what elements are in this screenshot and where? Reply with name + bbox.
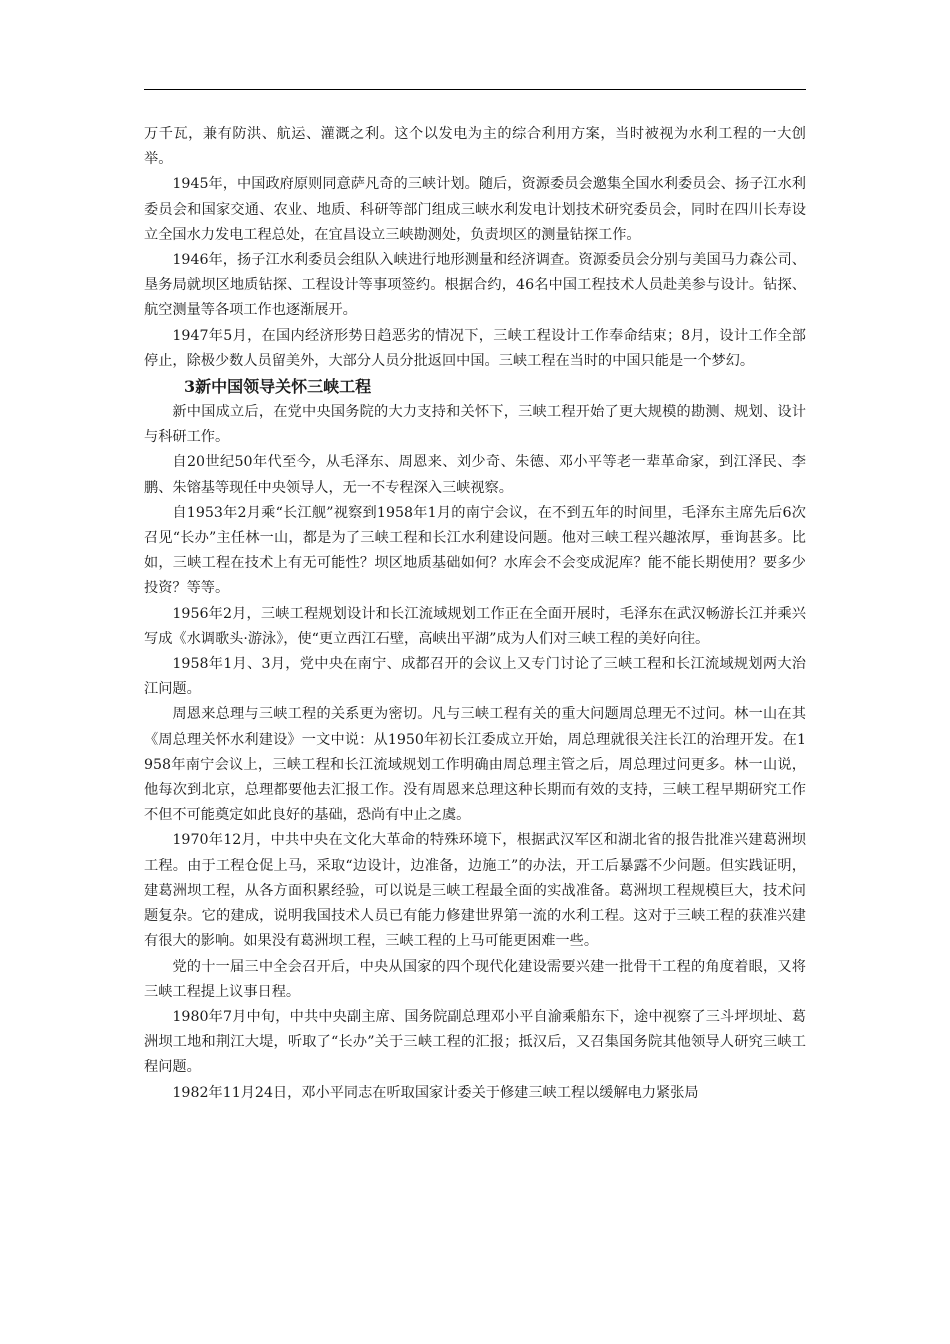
paragraph-14: 1982年11月24日，邓小平同志在听取国家计委关于修建三峡工程以缓解电力紧张局 xyxy=(172,1084,699,1101)
paragraph-7: 自1953年2月乘“长江舰”视察到1958年1月的南宁会议，在不到五年的时间里，毛泽东主席先后6次召见“长办”主任林一山，都是为了三峡工程和长江水利建设问题。他对三峡工程兴趣浓厚，垂询甚多。比如，三峡工程在技术上有无可能性？坝区地质基础如何？水库会不会变成泥库？能不能长期使用？要多少投资？等等。 xyxy=(144,504,806,597)
document-body xyxy=(144,122,806,1106)
paragraph-8: 1956年2月，三峡工程规划设计和长江流域规划工作正在全面开展时，毛泽东在武汉畅游长江并乘兴写成《水调歌头·游泳》，使“更立西江石壁，高峡出平湖”成为人们对三峡工程的美好向往。 xyxy=(144,605,806,647)
section-heading: 3新中国领导关怀三峡工程 xyxy=(184,377,372,397)
header-rule xyxy=(144,89,806,90)
paragraph-10: 周恩来总理与三峡工程的关系更为密切。凡与三峡工程有关的重大问题周总理无不过问。林一山在其《周总理关怀水利建设》一文中说：从1950年初长江委成立开始，周总理就很关注长江的治理开发。在1958年南宁会议上，三峡工程和长江流域规划工作明确由周总理主管之后，周总理过问更多。林一山说，他每次到北京，总理都要他去汇报工作。没有周恩来总理这种长期而有效的支持，三峡工程早期研究工作不但不可能奠定如此良好的基础，恐尚有中止之虞。 xyxy=(144,706,806,824)
paragraph-11: 1970年12月，中共中央在文化大革命的特殊环境下，根据武汉军区和湖北省的报告批准兴建葛洲坝工程。由于工程仓促上马，采取“边设计，边准备，边施工”的办法，开工后暴露不少问题。但实践证明，建葛洲坝工程，从各方面积累经验，可以说是三峡工程最全面的实战准备。葛洲坝工程规模巨大，技术问题复杂。它的建成，说明我国技术人员已有能力修建世界第一流的水利工程。这对于三峡工程的获准兴建有很大的影响。如果没有葛洲坝工程，三峡工程的上马可能更困难一些。 xyxy=(144,832,806,950)
paragraph-1: 万千瓦，兼有防洪、航运、灌溉之利。这个以发电为主的综合利用方案，当时被视为水利工程的一大创举。 xyxy=(144,126,806,168)
paragraph-6: 自20世纪50年代至今，从毛泽东、周恩来、刘少奇、朱德、邓小平等老一辈革命家，到江泽民、李鹏、朱镕基等现任中央领导人，无一不专程深入三峡视察。 xyxy=(144,454,806,496)
paragraph-3: 1946年，扬子江水利委员会组队入峡进行地形测量和经济调查。资源委员会分别与美国马力森公司、垦务局就坝区地质钻探、工程设计等事项签约。根据合约，46名中国工程技术人员赴美参与设计。钻探、航空测量等各项工作也逐渐展开。 xyxy=(144,252,806,319)
paragraph-2: 1945年，中国政府原则同意萨凡奇的三峡计划。随后，资源委员会邀集全国水利委员会、扬子江水利委员会和国家交通、农业、地质、科研等部门组成三峡水利发电计划技术研究委员会，同时在四川长寿设立全国水力发电工程总处，在宜昌设立三峡勘测处，负责坝区的测量钻探工作。 xyxy=(144,176,806,243)
paragraph-9: 1958年1月、3月，党中央在南宁、成都召开的会议上又专门讨论了三峡工程和长江流域规划两大治江问题。 xyxy=(144,656,806,698)
paragraph-13: 1980年7月中旬，中共中央副主席、国务院副总理邓小平自渝乘船东下，途中视察了三斗坪坝址、葛洲坝工地和荆江大堤，听取了“长办”关于三峡工程的汇报；抵汉后，又召集国务院其他领导人研究三峡工程问题。 xyxy=(144,1008,806,1076)
paragraph-5: 新中国成立后，在党中央国务院的大力支持和关怀下，三峡工程开始了更大规模的勘测、规划、设计与科研工作。 xyxy=(144,404,806,446)
paragraph-12: 党的十一届三中全会召开后，中央从国家的四个现代化建设需要兴建一批骨干工程的角度着眼，又将三峡工程提上议事日程。 xyxy=(144,958,806,1000)
paragraph-4: 1947年5月，在国内经济形势日趋恶劣的情况下，三峡工程设计工作奉命结束；8月，设计工作全部停止，除极少数人员留美外，大部分人员分批返回中国。三峡工程在当时的中国只能是一个梦幻。 xyxy=(144,327,806,369)
